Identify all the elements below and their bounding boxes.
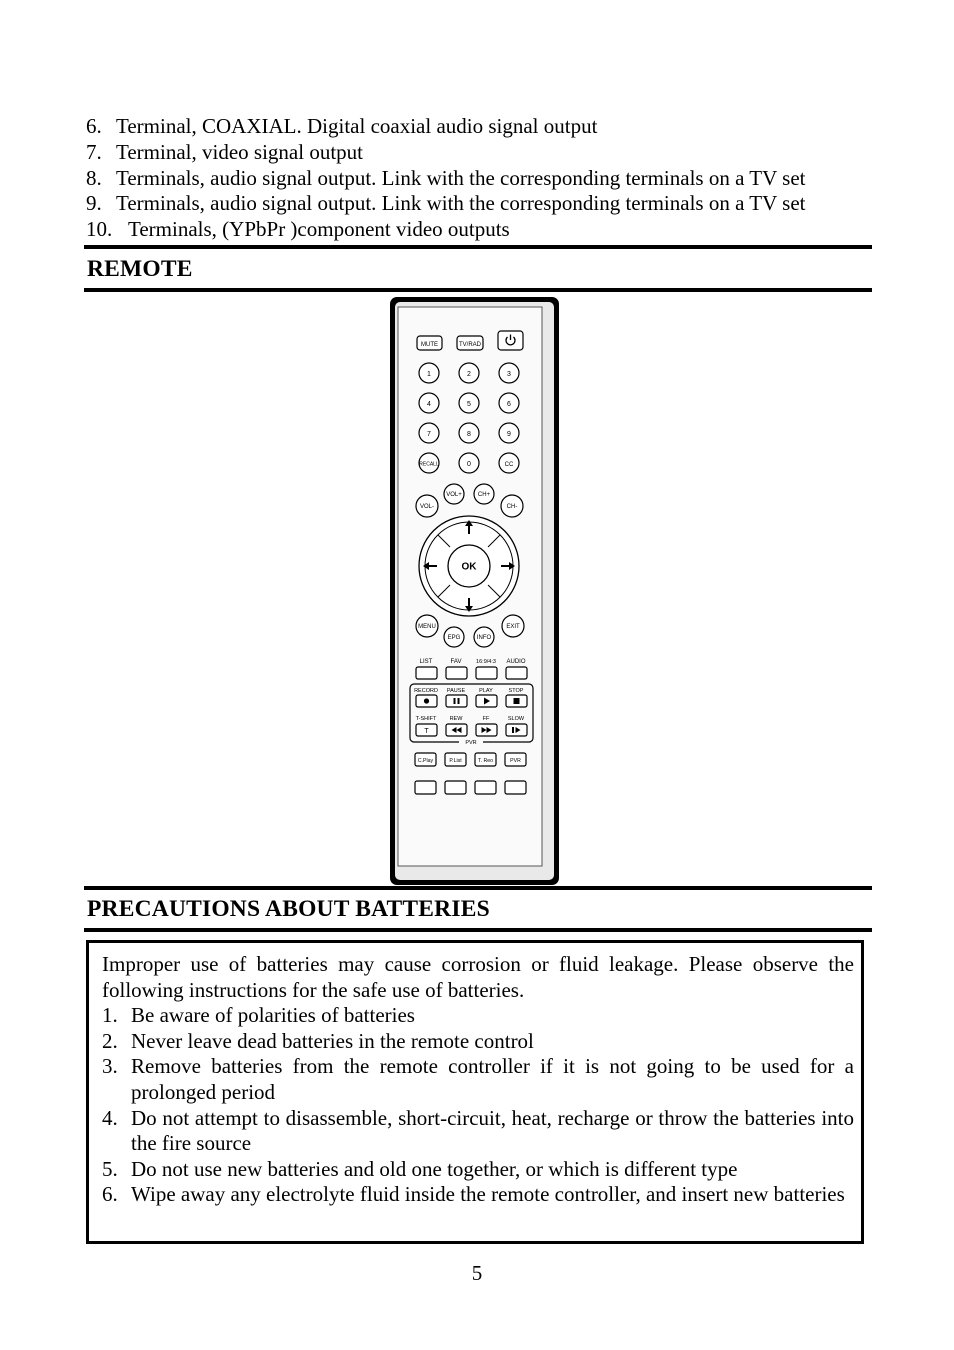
pause-label: PAUSE [446,688,466,694]
menu-button: MENU [418,624,436,630]
list-item: 7. Terminal, video signal output [86,139,363,164]
list-item: 1. Be aware of polarities of batteries [102,1003,415,1028]
list-item: 4. Do not attempt to disassemble, short-circuit, heat, recharge or throw the batteries into the fire source [102,1105,854,1156]
remote-heading: REMOTE [87,256,193,282]
cc-button: CC [504,462,514,468]
audio-label: AUDIO [506,659,526,665]
section-divider [84,886,872,890]
list-item: 9. Terminals, audio signal output. Link with the corresponding terminals on a TV set [86,191,806,216]
ok-button: OK [461,561,477,573]
ch-up-button: CH+ [477,492,491,498]
section-divider [84,245,872,249]
tshift-label: T-SHIFT [415,716,437,722]
section-divider [84,928,872,932]
tshift-button: T [424,728,429,735]
pvr-group-label: PVR [465,740,477,746]
list-item: 3. Remove batteries from the remote controller if it is not going to be used for a prolonged period [102,1054,854,1104]
section-divider [84,288,872,292]
mute-button: MUTE [421,342,438,348]
list-item: 6. Wipe away any electrolyte fluid inside the remote controller, and insert new batteries [102,1182,845,1207]
digit-4-button: 4 [427,401,431,408]
digit-0-button: 0 [467,461,471,468]
recall-button: RECALL [419,461,439,468]
vol-down-button: VOL- [419,504,435,510]
vol-up-button: VOL+ [446,492,462,498]
digit-9-button: 9 [507,431,511,438]
remote-drawing [389,296,560,886]
ch-down-button: CH- [506,504,518,510]
terminal-list [86,114,856,243]
cplay-button: C.Play [417,758,434,764]
fav-label: FAV [450,659,462,665]
list-item: 8. Terminals, audio signal output. Link with the corresponding terminals on a TV set [86,165,806,190]
batteries-heading: PRECAUTIONS ABOUT BATTERIES [87,896,490,922]
pvr-button: PVR [510,758,521,764]
slow-label: SLOW [507,716,525,722]
ratio-label: 16:9/4:3 [476,659,496,665]
play-label: PLAY [479,688,493,694]
list-item: 5. Do not use new batteries and old one together, or which is different type [102,1156,738,1181]
remote-illustration [389,296,560,886]
digit-1-button: 1 [427,371,431,378]
precautions-intro: Improper use of batteries may cause corrosion or fluid leakage. Please observe the following instructions for the safe use of batteries. [102,952,854,1002]
epg-button: EPG [447,635,461,641]
battery-precautions-box [86,940,864,1244]
stop-icon [514,698,520,704]
stop-label: STOP [508,688,524,694]
digit-3-button: 3 [507,371,511,378]
record-label: RECORD [414,688,438,694]
exit-button: EXIT [506,624,520,630]
digit-5-button: 5 [467,401,471,408]
list-item: 6. Terminal, COAXIAL. Digital coaxial audio signal output [86,114,598,138]
digit-6-button: 6 [507,401,511,408]
record-icon [424,698,429,703]
digit-8-button: 8 [467,431,471,438]
plist-button: P.List [449,758,462,764]
digit-7-button: 7 [427,431,431,438]
list-item: 2. Never leave dead batteries in the remote control [102,1028,534,1053]
rew-label: REW [449,716,463,722]
page-number: 5 [471,1261,483,1285]
info-button: INFO [476,635,492,641]
treo-button: T. Reo [478,758,493,764]
digit-2-button: 2 [467,371,471,378]
tv-radio-button: TV/RAD [458,342,482,348]
ff-label: FF [482,716,490,722]
list-item: 10. Terminals, (YPbPr )component video outputs [86,217,510,242]
list-label: LIST [419,659,433,665]
